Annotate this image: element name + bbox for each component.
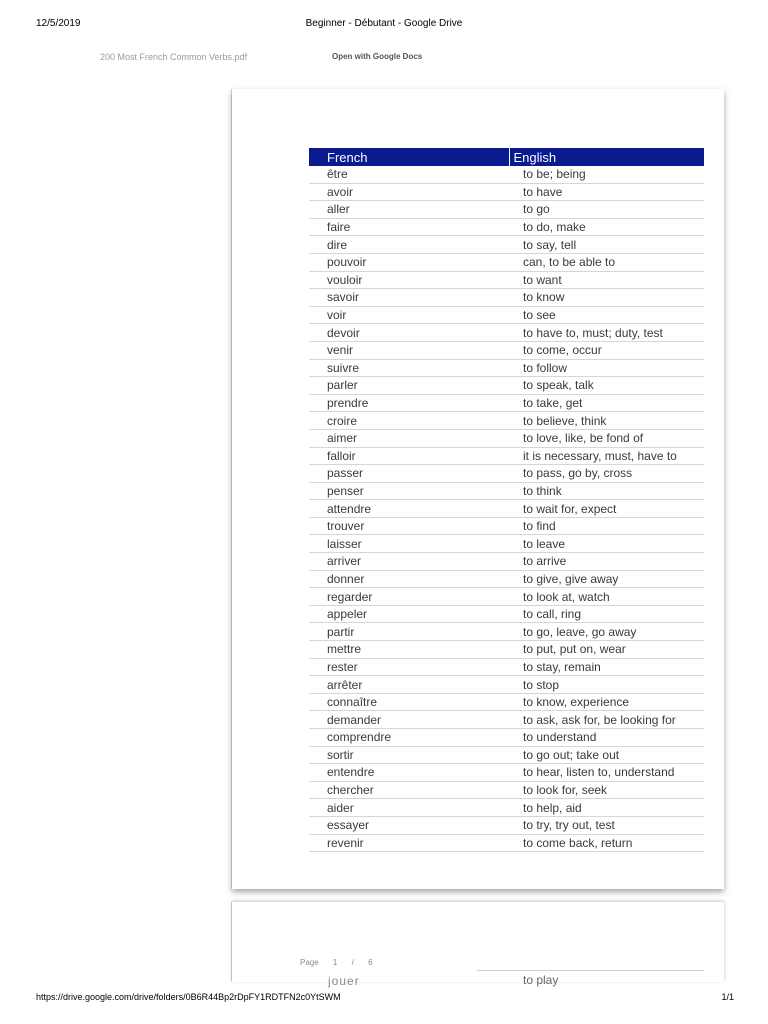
english-translation-cell: to love, like, be fond of	[509, 429, 704, 447]
french-verb-cell: regarder	[309, 588, 509, 606]
english-translation-cell: to pass, go by, cross	[509, 465, 704, 483]
english-translation-cell: to help, aid	[509, 799, 704, 817]
french-verb-cell: entendre	[309, 764, 509, 782]
verb-table-body	[309, 166, 704, 852]
table-row	[309, 218, 704, 236]
current-page: 1	[332, 958, 338, 967]
english-translation-cell: to want	[509, 271, 704, 289]
french-verb-cell: voir	[309, 306, 509, 324]
english-translation-cell: to wait for, expect	[509, 500, 704, 518]
french-verb-cell: suivre	[309, 359, 509, 377]
table-row	[309, 570, 704, 588]
french-verb-cell: donner	[309, 570, 509, 588]
english-translation-cell: to give, give away	[509, 570, 704, 588]
english-translation-cell: to go	[509, 201, 704, 219]
english-translation-cell: to look for, seek	[509, 781, 704, 799]
table-row	[309, 641, 704, 659]
next-page-row	[477, 970, 704, 987]
table-row	[309, 500, 704, 518]
table-row	[309, 324, 704, 342]
english-translation-cell: to believe, think	[509, 412, 704, 430]
french-verb-cell: parler	[309, 377, 509, 395]
table-row	[309, 658, 704, 676]
english-translation-cell: to come back, return	[509, 834, 704, 852]
table-header-row	[309, 148, 704, 166]
english-translation-cell: to put, put on, wear	[509, 641, 704, 659]
english-translation-cell: to understand	[509, 729, 704, 747]
french-verb-cell: passer	[309, 465, 509, 483]
page-url: https://drive.google.com/drive/folders/0B6R44Bp2rDpFY1RDTFN2c0YtSWM	[36, 992, 341, 1002]
english-translation-cell: it is necessary, must, have to	[509, 447, 704, 465]
english-translation-cell: to call, ring	[509, 605, 704, 623]
french-verb-cell: savoir	[309, 289, 509, 307]
verb-table	[309, 148, 704, 852]
table-row	[309, 271, 704, 289]
english-translation-cell: to stop	[509, 676, 704, 694]
print-header	[0, 14, 768, 34]
french-verb-cell: sortir	[309, 746, 509, 764]
french-verb-cell: comprendre	[309, 729, 509, 747]
english-translation-cell: to leave	[509, 535, 704, 553]
table-row	[309, 553, 704, 571]
english-translation-cell: to say, tell	[509, 236, 704, 254]
print-footer	[0, 992, 768, 1008]
french-verb-cell: pouvoir	[309, 253, 509, 271]
table-row	[309, 482, 704, 500]
table-row	[309, 359, 704, 377]
column-header-french: French	[309, 148, 509, 166]
table-row	[309, 799, 704, 817]
french-verb-cell: croire	[309, 412, 509, 430]
french-verb-cell: attendre	[309, 500, 509, 518]
english-translation-cell: to do, make	[509, 218, 704, 236]
french-verb-cell: dire	[309, 236, 509, 254]
french-verb-cell: avoir	[309, 183, 509, 201]
french-verb-cell: falloir	[309, 447, 509, 465]
print-date: 12/5/2019	[36, 18, 81, 29]
english-translation-cell: to think	[509, 482, 704, 500]
french-verb-cell: chercher	[309, 781, 509, 799]
table-row	[309, 183, 704, 201]
english-translation-cell: to try, try out, test	[509, 816, 704, 834]
table-row	[309, 605, 704, 623]
english-translation-cell: to speak, talk	[509, 377, 704, 395]
english-translation-cell: to arrive	[509, 553, 704, 571]
french-verb-cell: être	[309, 166, 509, 183]
table-row	[309, 781, 704, 799]
french-verb-cell: arriver	[309, 553, 509, 571]
table-row	[309, 729, 704, 747]
table-row	[309, 377, 704, 395]
table-row	[309, 289, 704, 307]
english-translation-cell: to be; being	[509, 166, 704, 183]
table-row	[309, 412, 704, 430]
french-verb-cell: devoir	[309, 324, 509, 342]
english-translation-cell: to ask, ask for, be looking for	[509, 711, 704, 729]
english-translation-cell: to follow	[509, 359, 704, 377]
table-row	[309, 341, 704, 359]
english-translation-cell: to come, occur	[509, 341, 704, 359]
table-row	[309, 834, 704, 852]
english-translation-cell: to look at, watch	[509, 588, 704, 606]
french-verb-cell: venir	[309, 341, 509, 359]
french-verb-cell: appeler	[309, 605, 509, 623]
english-translation-cell: can, to be able to	[509, 253, 704, 271]
page-indicator	[300, 958, 385, 967]
table-row	[309, 394, 704, 412]
table-row	[309, 746, 704, 764]
english-translation-cell: to find	[509, 517, 704, 535]
file-name: 200 Most French Common Verbs.pdf	[100, 52, 248, 62]
english-translation-cell: to see	[509, 306, 704, 324]
french-verb-cell: aimer	[309, 429, 509, 447]
table-row	[309, 535, 704, 553]
table-row	[309, 429, 704, 447]
french-verb-cell: aller	[309, 201, 509, 219]
table-row	[309, 306, 704, 324]
french-verb-cell: arrêter	[309, 676, 509, 694]
next-page-french-cell: jouer	[328, 974, 360, 988]
page-label: Page	[300, 958, 319, 967]
page-separator: /	[351, 958, 354, 967]
table-row	[309, 236, 704, 254]
table-row	[309, 816, 704, 834]
table-row	[309, 676, 704, 694]
french-verb-cell: prendre	[309, 394, 509, 412]
column-header-english: English	[509, 148, 704, 166]
table-row	[309, 447, 704, 465]
table-row	[309, 253, 704, 271]
english-translation-cell: to have	[509, 183, 704, 201]
french-verb-cell: vouloir	[309, 271, 509, 289]
english-translation-cell: to stay, remain	[509, 658, 704, 676]
french-verb-cell: faire	[309, 218, 509, 236]
english-translation-cell: to know	[509, 289, 704, 307]
print-title: Beginner - Débutant - Google Drive	[305, 18, 463, 29]
print-page-count: 1/1	[721, 992, 734, 1002]
english-translation-cell: to know, experience	[509, 693, 704, 711]
table-row	[309, 623, 704, 641]
french-verb-cell: essayer	[309, 816, 509, 834]
table-row	[309, 517, 704, 535]
table-row	[309, 465, 704, 483]
french-verb-cell: aider	[309, 799, 509, 817]
english-translation-cell: to go out; take out	[509, 746, 704, 764]
table-row	[309, 588, 704, 606]
french-verb-cell: rester	[309, 658, 509, 676]
open-with-google-docs-button[interactable]: Open with Google Docs	[332, 52, 423, 61]
french-verb-cell: revenir	[309, 834, 509, 852]
french-verb-cell: laisser	[309, 535, 509, 553]
french-verb-cell: connaître	[309, 693, 509, 711]
table-row	[309, 693, 704, 711]
french-verb-cell: penser	[309, 482, 509, 500]
french-verb-cell: partir	[309, 623, 509, 641]
table-row	[309, 764, 704, 782]
english-translation-cell: to hear, listen to, understand	[509, 764, 704, 782]
next-page-english-cell: to play	[523, 973, 559, 987]
french-verb-cell: demander	[309, 711, 509, 729]
table-row	[309, 166, 704, 183]
english-translation-cell: to have to, must; duty, test	[509, 324, 704, 342]
french-verb-cell: mettre	[309, 641, 509, 659]
table-row	[309, 201, 704, 219]
french-verb-cell: trouver	[309, 517, 509, 535]
total-pages: 6	[368, 958, 373, 967]
english-translation-cell: to go, leave, go away	[509, 623, 704, 641]
drive-viewer-toolbar	[0, 48, 768, 68]
table-row	[309, 711, 704, 729]
english-translation-cell: to take, get	[509, 394, 704, 412]
